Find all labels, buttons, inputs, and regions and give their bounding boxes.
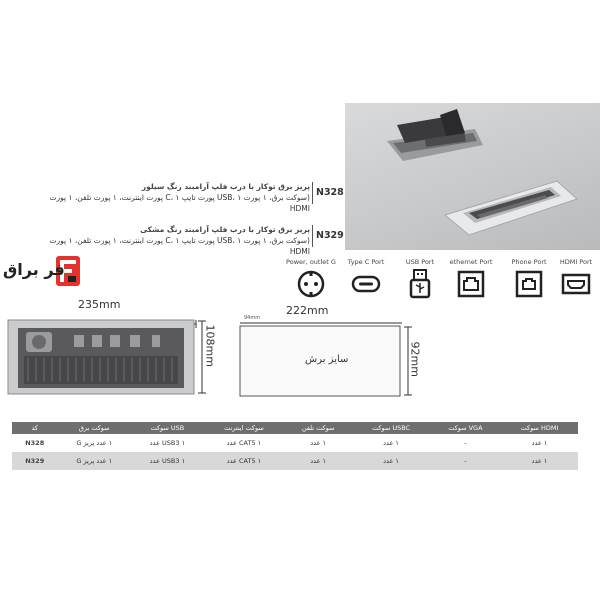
table-cell: - [430, 452, 501, 470]
table-cell: CAT5 ۱ عدد [226, 439, 262, 447]
column-header: سوکت HDMI [501, 422, 578, 434]
hdmi-icon [560, 268, 592, 300]
port-label: HDMI Port [559, 258, 593, 266]
brand-name: فر براق [3, 260, 65, 279]
usb-c-icon [350, 268, 382, 300]
table-cell: ۱ عدد [531, 439, 548, 447]
product-features: (سوکت برق، ۱ پورت USB، ۱ پورت تایپ C، ۱ پورت اینترنت، ۱ پورت تلفن، ۱ پورت HDMI [49, 236, 310, 256]
cut-width-dimension: 222mm [286, 304, 329, 317]
port-label: USB Port [405, 258, 435, 266]
product-code: N328 [316, 187, 344, 198]
column-header: کد [12, 422, 57, 434]
product-photo [345, 103, 600, 250]
table-cell: ۱ عدد پریز G [76, 439, 113, 447]
power-outlet-icon [295, 268, 327, 300]
table-cell: ۱ عدد [284, 452, 352, 470]
product-description-n328 [40, 181, 310, 214]
column-header: سوکت USB [131, 422, 204, 434]
ethernet-icon [455, 268, 487, 300]
table-cell: ۱ عدد [310, 439, 327, 447]
divider [312, 182, 313, 204]
column-header: سوکت اینترنت [204, 422, 284, 434]
product-description-n329 [40, 224, 310, 257]
column-header: سوکت VGA [430, 422, 501, 434]
product-title: پریز برق توکار با درب فلپ آرامبند رنگ مشکی [140, 225, 310, 234]
front-view-drawing [6, 318, 196, 398]
product-code: N329 [316, 230, 344, 241]
height-dimension: 108mm [203, 324, 217, 367]
port-label: Type C Port [347, 258, 385, 266]
column-header: سوکت تلفن [284, 422, 352, 434]
table-cell: ۱ عدد [383, 439, 399, 447]
usb-icon [404, 268, 436, 300]
port-label: ethernet Port [449, 258, 493, 266]
table-header-row [12, 422, 578, 434]
width-dimension: 235mm [78, 298, 121, 311]
table-cell: - [464, 439, 467, 447]
product-title: پریز برق توکار با درب فلپ آرامبند رنگ سیلور [141, 182, 310, 191]
table-cell: USB3 ۱ عدد [131, 452, 204, 470]
table-cell: CAT5 ۱ عدد [204, 452, 284, 470]
cut-height-dimension: 92mm [408, 341, 422, 377]
column-header: سوکت برق [57, 422, 131, 434]
column-header: سوکت USBC [352, 422, 430, 434]
table-cell: ۱ عدد [501, 452, 578, 470]
product-features: (سوکت برق، ۱ پورت USB، ۱ پورت تایپ C، ۱ پورت اینترنت، ۱ پورت تلفن، ۱ پورت HDMI [49, 193, 310, 213]
specs-table [12, 422, 578, 470]
table-row [12, 434, 578, 452]
port-label: Phone Port [511, 258, 547, 266]
port-label: Power, outlet G [286, 258, 336, 266]
depth-dimension: 94mm [244, 315, 261, 321]
divider [312, 225, 313, 247]
phone-port-icon [513, 268, 545, 300]
table-cell: N329 [12, 452, 57, 470]
table-cell: ۱ عدد [352, 452, 430, 470]
table-cell: ۱ عدد پریز G [57, 452, 131, 470]
cut-size-label: سایز برش [305, 354, 349, 365]
table-row [12, 452, 578, 470]
table-cell: USB3 ۱ عدد [149, 439, 186, 447]
table-cell: N328 [25, 439, 45, 447]
